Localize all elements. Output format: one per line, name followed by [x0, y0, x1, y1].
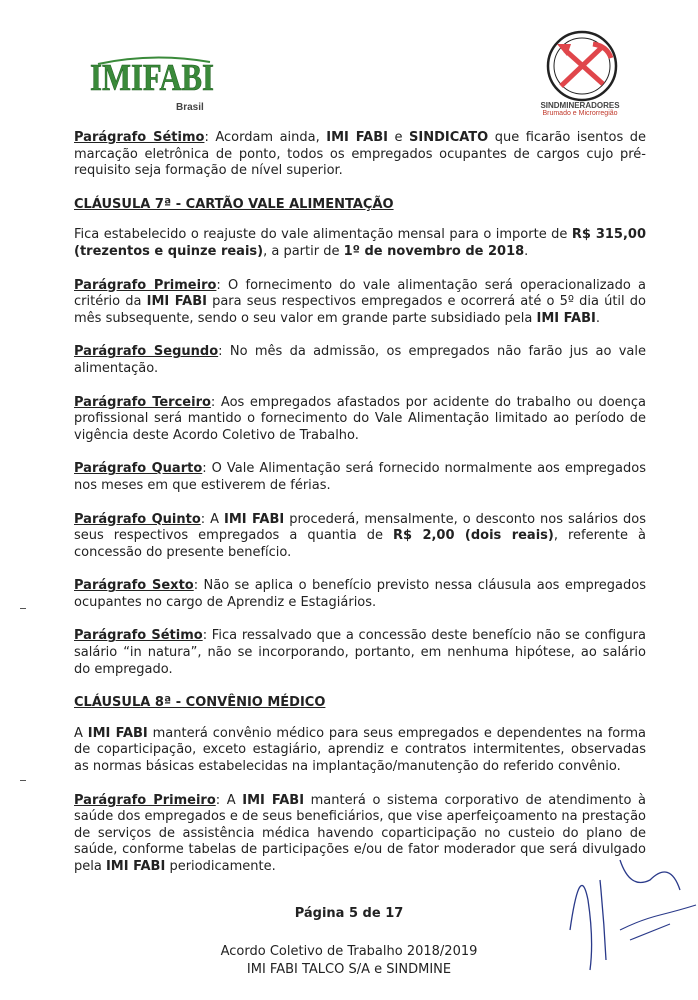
- logo-subtitle: Brasil: [176, 102, 204, 113]
- document-body: [74, 130, 646, 876]
- clause-7-paragraph-7: Parágrafo Sétimo: Fica ressalvado que a concessão deste benefício não se configura salário “in natura”, não se incorporando, portanto, em nenhuma hipótese, ao salário do empregado.: [74, 628, 646, 677]
- clause-7-heading: CLÁUSULA 7ª - CARTÃO VALE ALIMENTAÇÃO: [74, 196, 394, 212]
- footer-line-2: IMI FABI TALCO S/A e SINDMINE: [246, 962, 452, 977]
- clause-7-paragraph-3: Parágrafo Terceiro: Aos empregados afastados por acidente do trabalho ou doença profissional será mantido o fornecimento do Vale Alimentação limitado ao período de vigência deste Acordo Coletivo de Trabalho.: [74, 394, 646, 443]
- clause-7-paragraph-1: Parágrafo Primeiro: O fornecimento do vale alimentação será operacionalizado a critério da IMI FABI para seus respectivos empregados e ocorrerá até o 5º dia útil do mês subsequente, sendo o seu valor em grande parte subsidiado pela IMI FABI.: [74, 277, 647, 326]
- svg-text:IMIFABI: IMIFABI: [90, 57, 214, 99]
- clause-8-paragraph-1: Parágrafo Primeiro: A IMI FABI manterá o sistema corporativo de atendimento à saúde dos empregados e de seus beneficiários, que vise aperfeiçoamento na prestação de serviços de assistência médica havendo coparticipação no custeio do plano de saúde, conforme tabelas de participações e/ou de fator moderador que será divulgado pela IMI FABI periodicamente.: [74, 792, 646, 874]
- footer-line-1: Acordo Coletivo de Trabalho 2018/2019: [220, 944, 478, 959]
- clause-7-paragraph-5: Parágrafo Quinto: A IMI FABI procederá, mensalmente, o desconto nos salários dos seus respectivos empregados a quantia de R$ 2,00 (dois reais), referente à concessão do presente benefício.: [74, 511, 646, 560]
- margin-mark: [20, 608, 26, 609]
- page-number: Página 5 de 17: [294, 906, 404, 921]
- clause-7-paragraph-4: Parágrafo Quarto: O Vale Alimentação será fornecido normalmente aos empregados nos meses em que estiverem de férias.: [74, 461, 646, 493]
- logo-right-subtitle: Brumado e Microrregião: [542, 110, 618, 117]
- clause-7-paragraph-6: Parágrafo Sexto: Não se aplica o benefício previsto nessa cláusula aos empregados ocupantes no cargo de Aprendiz e Estagiários.: [74, 578, 646, 610]
- paragraph-setimo-top: Parágrafo Sétimo: Acordam ainda, IMI FABI e SINDICATO que ficarão isentos de marcação eletrônica de ponto, todos os empregados ocupantes de cargos cujo pré-requisito seja formação de nível superior.: [74, 130, 646, 179]
- clause-7-intro: Fica estabelecido o reajuste do vale alimentação mensal para o importe de R$ 315,00 (trezentos e quinze reais), a partir de 1º de novembro de 2018.: [74, 227, 646, 259]
- clause-7-paragraph-2: Parágrafo Segundo: No mês da admissão, os empregados não farão jus ao vale alimentação.: [74, 344, 647, 376]
- margin-mark: [20, 780, 26, 781]
- clause-8-intro: A IMI FABI manterá convênio médico para seus empregados e dependentes na forma de coparticipação, exceto estagiário, aprendiz e contratos intermitentes, observadas as normas básicas estabelecidas na implantação/manutenção do referido convênio.: [74, 725, 646, 775]
- logo-right-title: SINDMINERADORES: [540, 101, 620, 110]
- clause-8-heading: CLÁUSULA 8ª - CONVÊNIO MÉDICO: [74, 695, 326, 711]
